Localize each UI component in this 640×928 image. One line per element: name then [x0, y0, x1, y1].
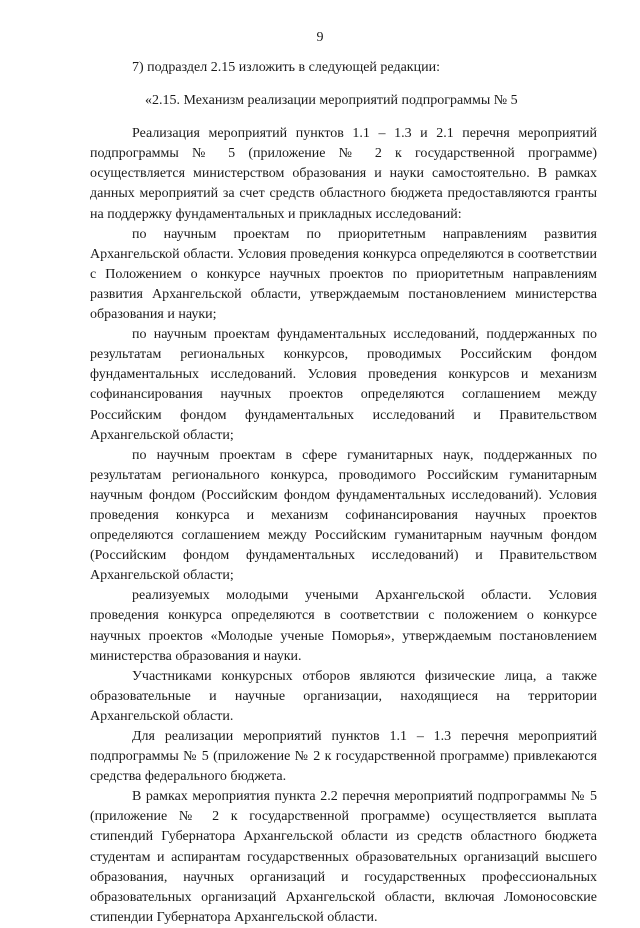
- paragraph-rffi-projects: по научным проектам фундаментальных исследований, поддержанных по результатам региональных конкурсов, проводимых Российским фондом фундаментальных исследований. Условия проведения конкурсов и механизм софинансирования научных проектов определяются соглашением между Российским фондом фундаментальных исследований и Правительством Архангельской области;: [90, 327, 597, 443]
- amendment-item-7: 7) подраздел 2.15 изложить в следующей редакции:: [132, 60, 440, 75]
- paragraph-humanitarian-projects: по научным проектам в сфере гуманитарных наук, поддержанных по результатам регионального конкурса, проводимого Российским гуманитарным научным фондом (Российским фондом фундаментальных исследований). Условия проведения конкурса и механизм софинансирования научных проектов определяются соглашением между Российским гуманитарным научным фондом (Российским фондом фундаментальных исследований) и Правительством Архангельской области;: [90, 447, 597, 584]
- page-number: 9: [316, 30, 324, 45]
- document-body: [90, 58, 597, 928]
- paragraph-federal-funds: Для реализации мероприятий пунктов 1.1 – 1.3 перечня мероприятий подпрограммы № 5 (приложение № 2 к государственной программе) привлекаются средства федерального бюджета.: [90, 729, 597, 785]
- paragraph-priority-projects: по научным проектам по приоритетным направлениям развития Архангельской области. Условия проведения конкурса определяются в соответствии с Положением о конкурсе научных проектов по приоритетным направлениям развития Архангельской области, утверждаемым постановлением министерства образования и науки;: [90, 226, 597, 323]
- paragraph-young-scientists: реализуемых молодыми учеными Архангельской области. Условия проведения конкурса определяются в соответствии с положением о конкурсе научных проектов «Молодые ученые Поморья», утверждаемым постановлением министерства образования и науки.: [90, 588, 597, 664]
- section-heading: «2.15. Механизм реализации мероприятий подпрограммы № 5: [145, 93, 518, 109]
- paragraph-scholarships: В рамках мероприятия пункта 2.2 перечня мероприятий подпрограммы № 5 (приложение № 2 к государственной программе) осуществляется выплата стипендий Губернатора Архангельской области из средств областного бюджета студентам и аспирантам государственных образовательных организаций высшего образования, научных организаций и государственных профессиональных образовательных организаций Архангельской области, включая Ломоносовские стипендии Губернатора Архангельской области.: [90, 789, 597, 925]
- paragraph-participants: Участниками конкурсных отборов являются физические лица, а также образовательные и научные организации, находящиеся на территории Архангельской области.: [90, 668, 597, 724]
- paragraph-implementation: Реализация мероприятий пунктов 1.1 – 1.3 и 2.1 перечня мероприятий подпрограммы № 5 (приложение № 2 к государственной программе) осуществляется министерством образования и науки самостоятельно. В рамках данных мероприятий за счет средств областного бюджета предоставляются гранты на поддержку фундаментальных и прикладных исследований:: [90, 126, 597, 222]
